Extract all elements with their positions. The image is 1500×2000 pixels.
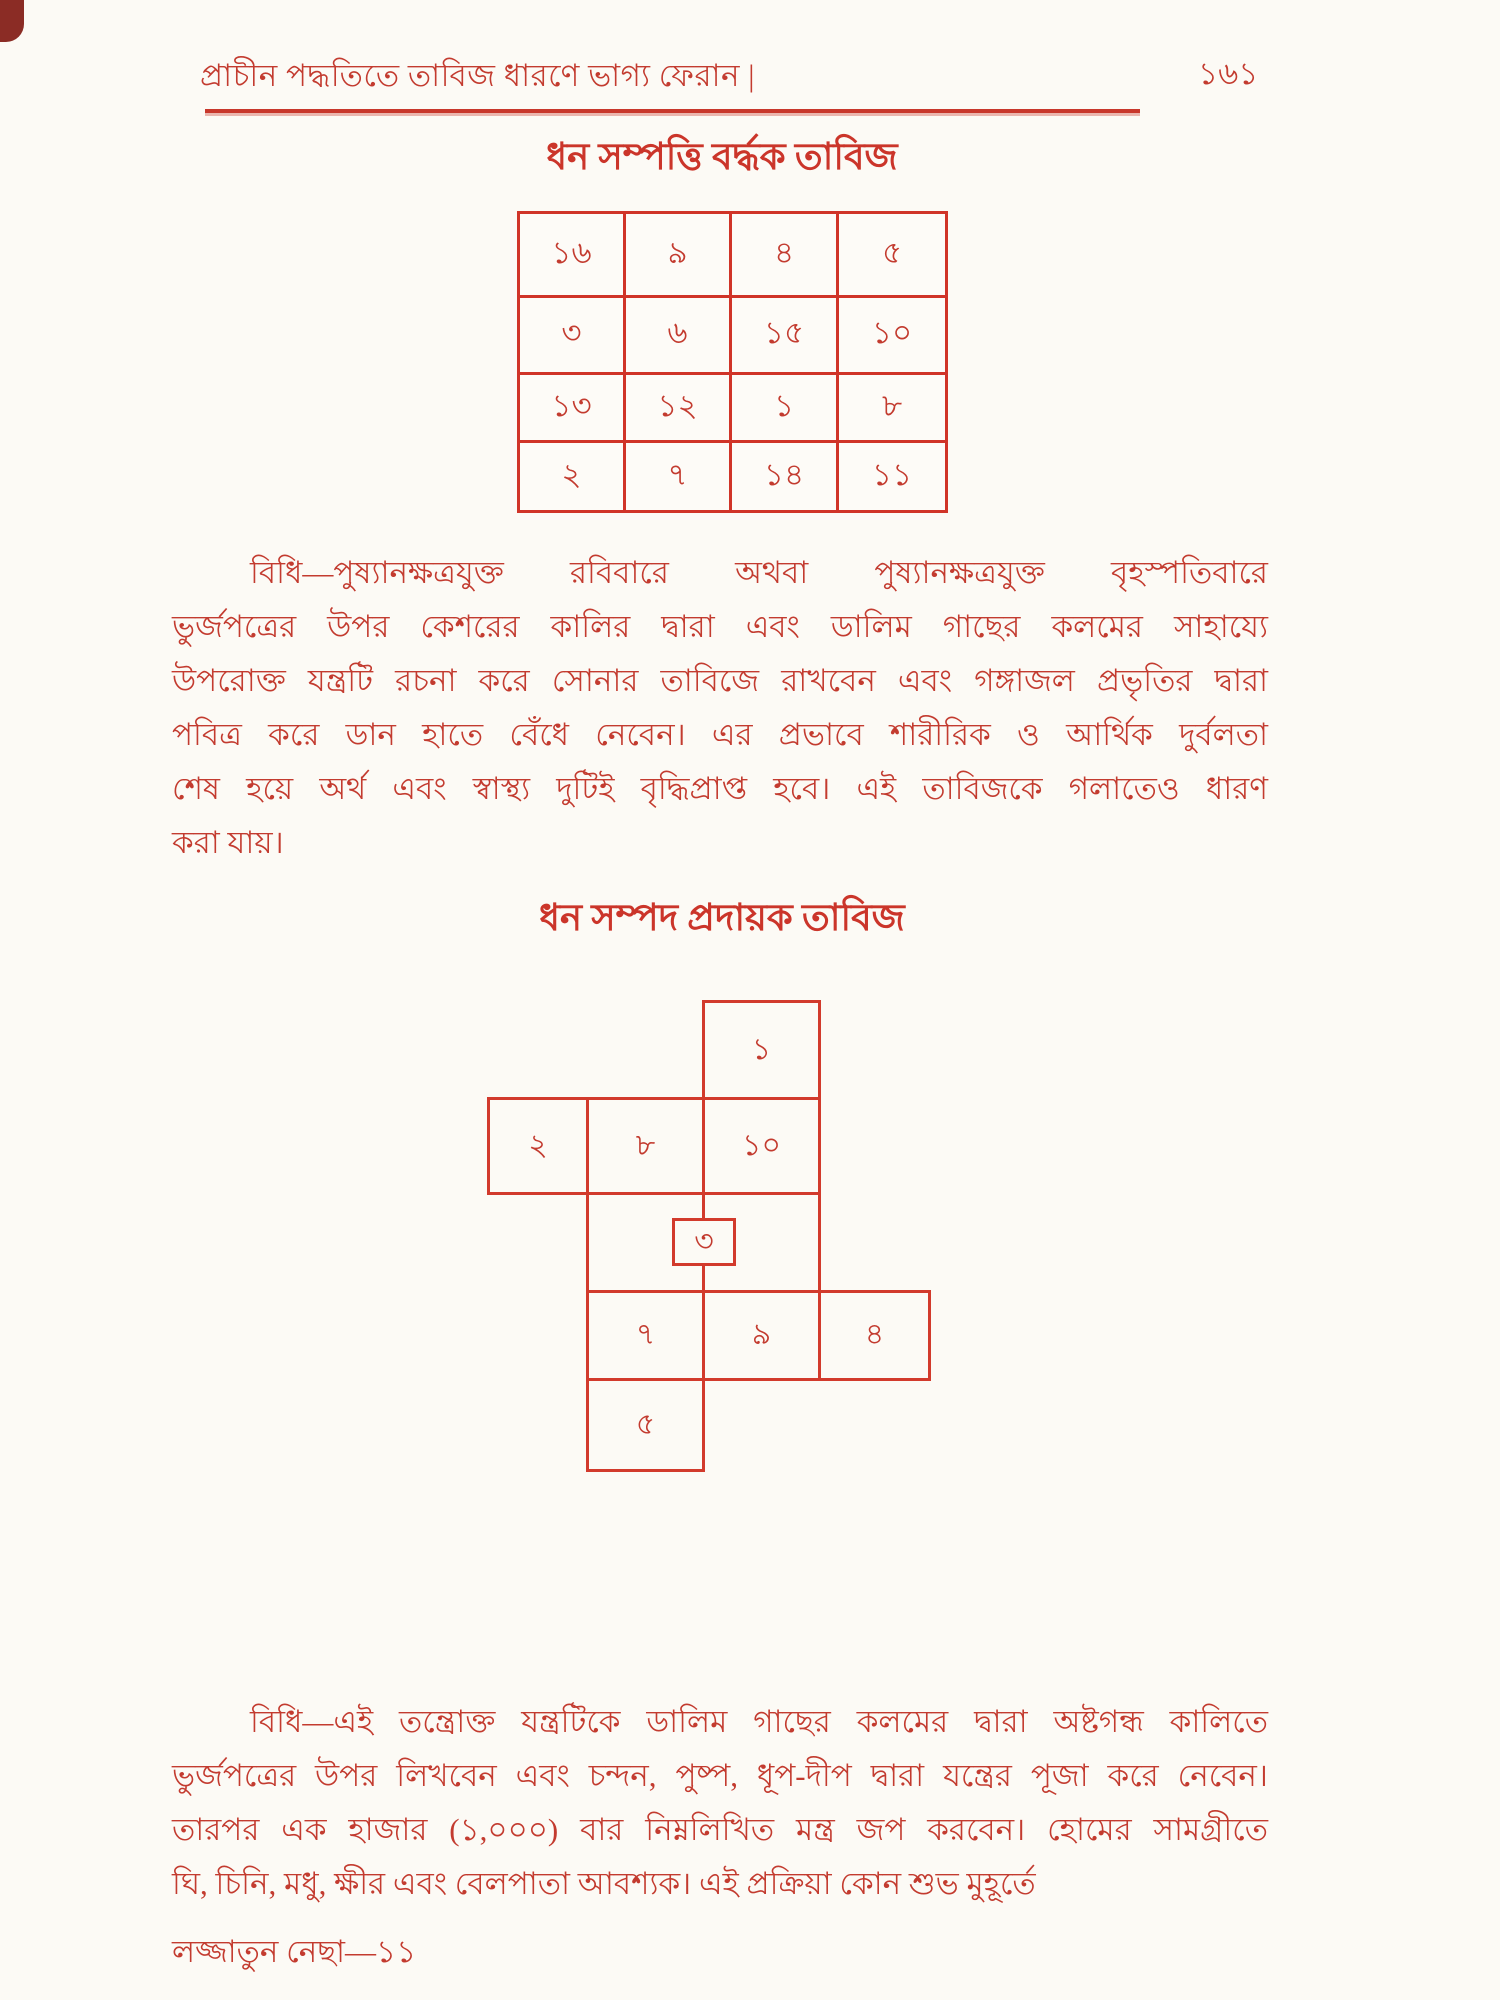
diagram-cell-1: ১ xyxy=(702,1000,821,1100)
scan-corner-artifact xyxy=(0,0,24,42)
section2-paragraph xyxy=(172,1700,1268,1916)
header-rule xyxy=(205,109,1140,113)
table-cell: ১৩ xyxy=(520,375,626,443)
table-cell: ১২ xyxy=(626,375,732,443)
paragraph-line: পবিত্র করে ডান হাতে বেঁধে নেবেন। এর প্রভাবে শারীরিক ও আর্থিক দুর্বলতা xyxy=(172,717,1268,752)
table-cell: ৩ xyxy=(520,298,626,375)
paragraph-line: বিধি—এই তন্ত্রোক্ত যন্ত্রটিকে ডালিম গাছের কলমের দ্বারা অষ্টগন্ধ কালিতে xyxy=(250,1704,1268,1739)
diagram-cell-9: ৯ xyxy=(702,1290,821,1381)
paragraph-line: উপরোক্ত যন্ত্রটি রচনা করে সোনার তাবিজে রাখবেন এবং গঙ্গাজল প্রভৃতির দ্বারা xyxy=(172,663,1268,698)
diagram-cell-3: ৩ xyxy=(672,1218,736,1266)
section2-title: ধন সম্পদ প্রদায়ক তাবিজ xyxy=(539,898,905,939)
table-cell: ১৬ xyxy=(520,214,626,298)
table-cell: ১৪ xyxy=(732,443,839,510)
paragraph-line: ঘি, চিনি, মধু, ক্ষীর এবং বেলপাতা আবশ্যক। এই প্রক্রিয়া কোন শুভ মুহূর্তে xyxy=(172,1866,1036,1901)
table-cell: ৮ xyxy=(839,375,945,443)
table-cell: ৯ xyxy=(626,214,732,298)
table-cell: ১ xyxy=(732,375,839,443)
table-cell: ৪ xyxy=(732,214,839,298)
table-cell: ৬ xyxy=(626,298,732,375)
table-cell: ২ xyxy=(520,443,626,510)
paragraph-line: তারপর এক হাজার (১,০০০) বার নিম্নলিখিত মন্ত্র জপ করবেন। হোমের সামগ্রীতে xyxy=(172,1812,1268,1847)
running-header-title: প্রাচীন পদ্ধতিতে তাবিজ ধারণে ভাগ্য ফেরান | xyxy=(200,58,755,93)
paragraph-line: করা যায়। xyxy=(172,825,284,860)
printer-signature: লজ্জাতুন নেছা—১১ xyxy=(172,1934,417,1969)
paragraph-line: ভুর্জপত্রের উপর কেশরের কালির দ্বারা এবং ডালিম গাছের কলমের সাহায্যে xyxy=(172,609,1268,644)
section1-paragraph xyxy=(172,551,1268,875)
page-number: ১৬১ xyxy=(1198,56,1259,91)
section1-title: ধন সম্পত্তি বর্দ্ধক তাবিজ xyxy=(546,137,898,178)
talisman-diagram xyxy=(487,1000,931,1472)
table-cell: ১১ xyxy=(871,456,913,492)
diagram-line xyxy=(586,1192,589,1293)
paragraph-line: শেষ হয়ে অর্থ এবং স্বাস্থ্য দুটিই বৃদ্ধিপ্রাপ্ত হবে। এই তাবিজকে গলাতেও ধারণ xyxy=(172,771,1268,806)
paragraph-line: ভুর্জপত্রের উপর লিখবেন এবং চন্দন, পুষ্প, ধূপ-দীপ দ্বারা যন্ত্রের পূজা করে নেবেন। xyxy=(172,1758,1268,1793)
table-cell: ৫ xyxy=(839,214,945,298)
diagram-cell-4: ৪ xyxy=(818,1290,931,1381)
paragraph-line: বিধি—পুষ্যানক্ষত্রযুক্ত রবিবারে অথবা পুষ্যানক্ষত্রযুক্ত বৃহস্পতিবারে xyxy=(250,555,1268,590)
diagram-cell-7: ৭ xyxy=(586,1290,705,1381)
diagram-cell-10: ১০ xyxy=(702,1097,821,1195)
table-cell: ৭ xyxy=(626,443,732,510)
magic-square-table xyxy=(517,211,948,513)
table-cell: ১৫ xyxy=(732,298,839,375)
table-cell: ১০ xyxy=(839,298,945,375)
diagram-cell-8: ৮ xyxy=(586,1097,705,1195)
diagram-cell-5: ৫ xyxy=(586,1378,705,1472)
diagram-cell-2: ২ xyxy=(487,1097,589,1195)
